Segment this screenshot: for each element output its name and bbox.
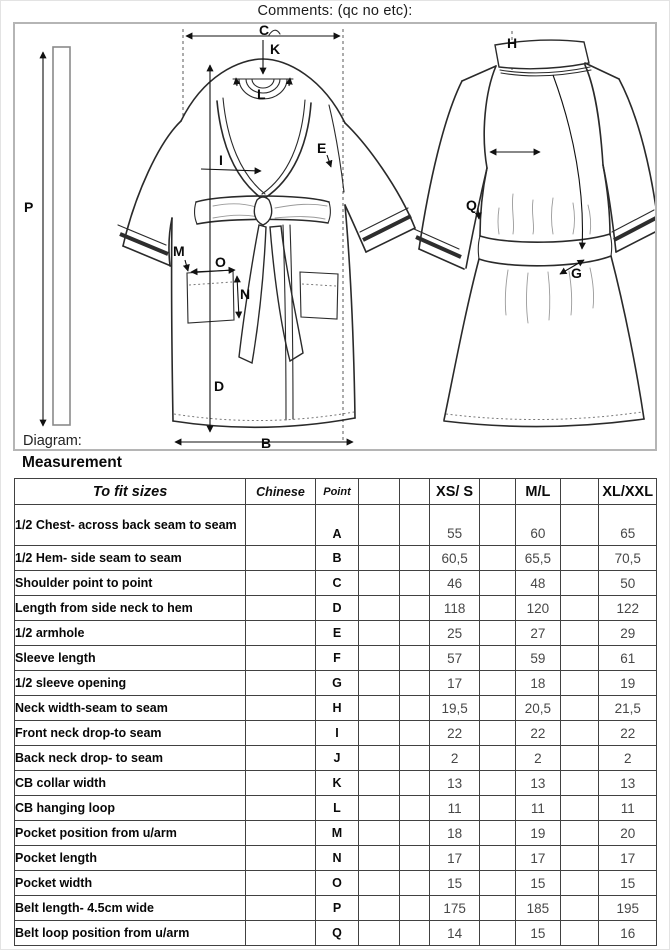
value-m-l: 120 [515, 596, 560, 621]
gap-cell [561, 771, 599, 796]
point-cell: K [315, 771, 358, 796]
value-xl-xxl: 50 [599, 571, 657, 596]
gap-cell [399, 646, 429, 671]
chinese-cell [246, 571, 316, 596]
value-xs-s: 2 [429, 746, 479, 771]
gap-cell [399, 505, 429, 546]
point-cell: A [315, 505, 358, 546]
measurement-heading: Measurement [22, 454, 122, 471]
value-xs-s: 14 [429, 921, 479, 946]
diagram-point-P: P [24, 199, 34, 215]
robe-front-view [118, 29, 415, 442]
value-xs-s: 175 [429, 896, 479, 921]
table-row [15, 821, 657, 846]
value-xs-s: 18 [429, 821, 479, 846]
measure-label: Pocket position from u/arm [15, 821, 246, 846]
gap-cell [480, 505, 515, 546]
chinese-cell [246, 846, 316, 871]
value-m-l: 48 [515, 571, 560, 596]
diagram-point-Q: Q [466, 197, 477, 213]
chinese-cell [246, 796, 316, 821]
value-m-l: 65,5 [515, 546, 560, 571]
diagram-point-E: E [317, 140, 327, 156]
point-cell: E [315, 621, 358, 646]
header-size-xs-s: XS/ S [429, 479, 479, 505]
value-m-l: 2 [515, 746, 560, 771]
diagram-box [13, 22, 657, 451]
gap-cell [359, 621, 399, 646]
diagram-point-N: N [240, 286, 251, 302]
header-gap [359, 479, 399, 505]
diagram-point-letters [24, 24, 582, 449]
value-xl-xxl: 22 [599, 721, 657, 746]
gap-cell [561, 671, 599, 696]
gap-cell [480, 846, 515, 871]
table-row [15, 921, 657, 946]
gap-cell [359, 596, 399, 621]
point-cell: L [315, 796, 358, 821]
point-cell: G [315, 671, 358, 696]
gap-cell [399, 671, 429, 696]
gap-cell [399, 546, 429, 571]
chinese-cell [246, 896, 316, 921]
value-xs-s: 17 [429, 671, 479, 696]
gap-cell [399, 921, 429, 946]
diagram-point-G: G [571, 265, 582, 281]
header-chinese: Chinese [246, 479, 316, 505]
chinese-cell [246, 721, 316, 746]
gap-cell [561, 696, 599, 721]
table-row [15, 546, 657, 571]
value-m-l: 13 [515, 771, 560, 796]
table-row [15, 505, 657, 546]
value-xs-s: 55 [429, 505, 479, 546]
table-row [15, 746, 657, 771]
point-cell: I [315, 721, 358, 746]
value-m-l: 17 [515, 846, 560, 871]
measure-label: Shoulder point to point [15, 571, 246, 596]
gap-cell [480, 771, 515, 796]
gap-cell [359, 921, 399, 946]
gap-cell [359, 696, 399, 721]
gap-cell [561, 596, 599, 621]
value-xl-xxl: 70,5 [599, 546, 657, 571]
gap-cell [480, 621, 515, 646]
chinese-cell [246, 871, 316, 896]
gap-cell [561, 896, 599, 921]
chinese-cell [246, 621, 316, 646]
gap-cell [561, 871, 599, 896]
gap-cell [359, 646, 399, 671]
diagram-point-B: B [261, 435, 272, 449]
diagram-point-H: H [507, 35, 518, 51]
value-xl-xxl: 20 [599, 821, 657, 846]
point-cell: H [315, 696, 358, 721]
diagram-point-L: L [257, 86, 266, 102]
value-m-l: 15 [515, 871, 560, 896]
gap-cell [399, 771, 429, 796]
header-gap [561, 479, 599, 505]
chinese-cell [246, 771, 316, 796]
measurement-table [14, 478, 657, 946]
chinese-cell [246, 696, 316, 721]
garment-technical-drawing [15, 24, 655, 449]
value-m-l: 20,5 [515, 696, 560, 721]
value-xs-s: 60,5 [429, 546, 479, 571]
table-row [15, 671, 657, 696]
gap-cell [480, 546, 515, 571]
gap-cell [561, 721, 599, 746]
measure-label: Sleeve length [15, 646, 246, 671]
gap-cell [561, 646, 599, 671]
comments-label: Comments: (qc no etc): [257, 3, 413, 19]
measure-label: CB collar width [15, 771, 246, 796]
value-xl-xxl: 16 [599, 921, 657, 946]
value-m-l: 18 [515, 671, 560, 696]
measure-label: 1/2 armhole [15, 621, 246, 646]
gap-cell [480, 821, 515, 846]
gap-cell [480, 646, 515, 671]
header-to-fit-sizes: To fit sizes [15, 479, 246, 505]
gap-cell [359, 821, 399, 846]
gap-cell [561, 796, 599, 821]
belt-piece-drawing [43, 47, 70, 426]
point-cell: D [315, 596, 358, 621]
point-cell: P [315, 896, 358, 921]
table-row [15, 621, 657, 646]
diagram-point-C: C [259, 24, 270, 38]
value-xl-xxl: 19 [599, 671, 657, 696]
diagram-point-I: I [219, 152, 223, 168]
gap-cell [359, 671, 399, 696]
chinese-cell [246, 921, 316, 946]
gap-cell [399, 871, 429, 896]
header-gap [480, 479, 515, 505]
measure-label: Neck width-seam to seam [15, 696, 246, 721]
gap-cell [561, 621, 599, 646]
measure-label: 1/2 sleeve opening [15, 671, 246, 696]
value-xl-xxl: 2 [599, 746, 657, 771]
value-m-l: 22 [515, 721, 560, 746]
gap-cell [359, 746, 399, 771]
chinese-cell [246, 596, 316, 621]
gap-cell [359, 896, 399, 921]
value-xs-s: 15 [429, 871, 479, 896]
gap-cell [399, 896, 429, 921]
value-xs-s: 25 [429, 621, 479, 646]
gap-cell [480, 746, 515, 771]
value-xs-s: 46 [429, 571, 479, 596]
point-cell: M [315, 821, 358, 846]
gap-cell [399, 621, 429, 646]
gap-cell [561, 546, 599, 571]
gap-cell [359, 771, 399, 796]
measure-label: Belt loop position from u/arm [15, 921, 246, 946]
gap-cell [359, 505, 399, 546]
value-xs-s: 22 [429, 721, 479, 746]
value-m-l: 60 [515, 505, 560, 546]
table-row [15, 571, 657, 596]
table-row [15, 646, 657, 671]
table-row [15, 696, 657, 721]
gap-cell [480, 721, 515, 746]
measurement-table-body [15, 505, 657, 946]
gap-cell [359, 796, 399, 821]
value-xl-xxl: 61 [599, 646, 657, 671]
point-cell: B [315, 546, 358, 571]
value-xl-xxl: 15 [599, 871, 657, 896]
table-row [15, 596, 657, 621]
gap-cell [399, 821, 429, 846]
diagram-point-M: M [173, 243, 185, 259]
gap-cell [561, 821, 599, 846]
gap-cell [399, 696, 429, 721]
table-header-row [15, 479, 657, 505]
gap-cell [561, 571, 599, 596]
header-point: Point [315, 479, 358, 505]
gap-cell [480, 571, 515, 596]
table-row [15, 796, 657, 821]
value-xl-xxl: 13 [599, 771, 657, 796]
gap-cell [359, 546, 399, 571]
gap-cell [480, 671, 515, 696]
gap-cell [561, 505, 599, 546]
measure-label: Length from side neck to hem [15, 596, 246, 621]
table-row [15, 871, 657, 896]
chinese-cell [246, 505, 316, 546]
value-xl-xxl: 11 [599, 796, 657, 821]
point-cell: O [315, 871, 358, 896]
value-xs-s: 57 [429, 646, 479, 671]
chinese-cell [246, 746, 316, 771]
gap-cell [480, 696, 515, 721]
point-cell: Q [315, 921, 358, 946]
value-xs-s: 17 [429, 846, 479, 871]
value-m-l: 11 [515, 796, 560, 821]
diagram-label: Diagram: [23, 433, 82, 449]
gap-cell [399, 571, 429, 596]
table-row [15, 896, 657, 921]
value-m-l: 59 [515, 646, 560, 671]
gap-cell [359, 871, 399, 896]
point-cell: J [315, 746, 358, 771]
gap-cell [480, 896, 515, 921]
gap-cell [359, 721, 399, 746]
chinese-cell [246, 821, 316, 846]
chinese-cell [246, 646, 316, 671]
gap-cell [561, 746, 599, 771]
measure-label: Front neck drop-to seam [15, 721, 246, 746]
point-cell: C [315, 571, 358, 596]
diagram-point-D: D [214, 378, 225, 394]
table-row [15, 771, 657, 796]
value-m-l: 27 [515, 621, 560, 646]
diagram-point-O: O [215, 254, 226, 270]
value-xl-xxl: 17 [599, 846, 657, 871]
point-cell: N [315, 846, 358, 871]
point-cell: F [315, 646, 358, 671]
diagram-point-K: K [270, 41, 281, 57]
gap-cell [359, 846, 399, 871]
gap-cell [399, 796, 429, 821]
value-xs-s: 19,5 [429, 696, 479, 721]
table-row [15, 721, 657, 746]
gap-cell [359, 571, 399, 596]
value-xs-s: 11 [429, 796, 479, 821]
value-xl-xxl: 65 [599, 505, 657, 546]
gap-cell [561, 846, 599, 871]
measure-label: 1/2 Chest- across back seam to seam [15, 505, 246, 546]
table-row [15, 846, 657, 871]
measure-label: Pocket length [15, 846, 246, 871]
value-xl-xxl: 21,5 [599, 696, 657, 721]
measure-label: Pocket width [15, 871, 246, 896]
value-m-l: 185 [515, 896, 560, 921]
measure-label: Belt length- 4.5cm wide [15, 896, 246, 921]
chinese-cell [246, 671, 316, 696]
header-gap [399, 479, 429, 505]
gap-cell [480, 796, 515, 821]
gap-cell [399, 721, 429, 746]
value-m-l: 15 [515, 921, 560, 946]
measure-label: Back neck drop- to seam [15, 746, 246, 771]
value-xl-xxl: 195 [599, 896, 657, 921]
measure-label: CB hanging loop [15, 796, 246, 821]
gap-cell [480, 921, 515, 946]
header-size-m-l: M/L [515, 479, 560, 505]
robe-back-view [414, 31, 655, 427]
gap-cell [399, 596, 429, 621]
gap-cell [480, 871, 515, 896]
measure-label: 1/2 Hem- side seam to seam [15, 546, 246, 571]
gap-cell [399, 746, 429, 771]
gap-cell [399, 846, 429, 871]
header-size-xl-xxl: XL/XXL [599, 479, 657, 505]
value-xs-s: 118 [429, 596, 479, 621]
value-xl-xxl: 122 [599, 596, 657, 621]
gap-cell [561, 921, 599, 946]
gap-cell [480, 596, 515, 621]
value-xl-xxl: 29 [599, 621, 657, 646]
value-m-l: 19 [515, 821, 560, 846]
chinese-cell [246, 546, 316, 571]
value-xs-s: 13 [429, 771, 479, 796]
